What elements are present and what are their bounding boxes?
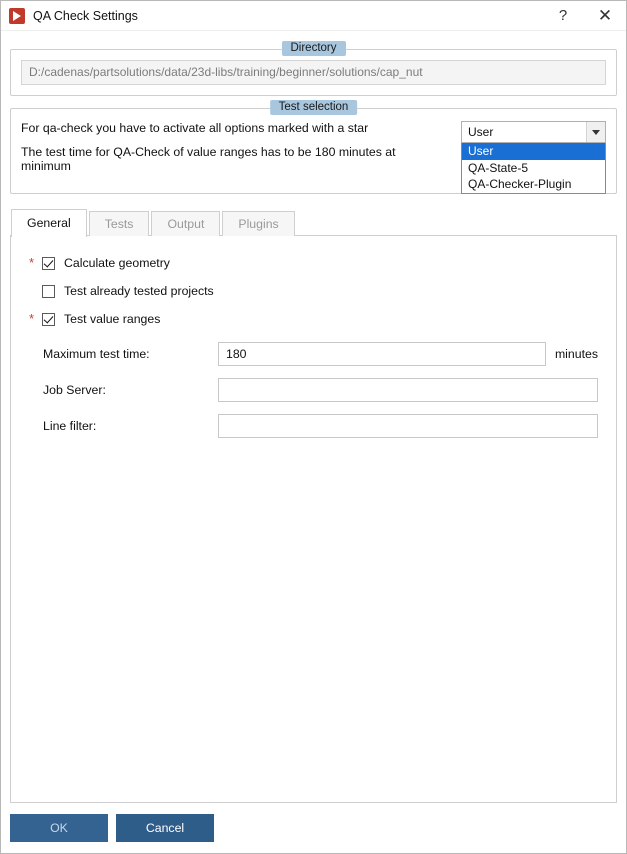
directory-group — [10, 42, 617, 96]
qa-mode-selected-value: User — [468, 125, 494, 139]
label-calculate-geometry: Calculate geometry — [64, 256, 170, 270]
ok-button[interactable]: OK — [10, 814, 108, 842]
dialog-body — [1, 31, 626, 803]
close-button[interactable]: ✕ — [597, 5, 613, 25]
dialog-footer — [1, 803, 626, 853]
input-job-server[interactable] — [218, 378, 598, 402]
app-logo-icon — [9, 8, 25, 24]
row-line-filter — [29, 414, 598, 438]
label-line-filter: Line filter: — [43, 419, 97, 433]
row-job-server — [29, 378, 598, 402]
test-selection-hint-1: For qa-check you have to activate all options marked with a star — [21, 121, 369, 135]
checkbox-test-already-tested-projects[interactable] — [42, 285, 55, 298]
label-job-server: Job Server: — [43, 383, 106, 397]
input-line-filter[interactable] — [218, 414, 598, 438]
required-star-calculate-geometry: * — [29, 255, 35, 270]
test-selection-group — [10, 101, 617, 194]
directory-group-title: Directory — [281, 41, 345, 56]
checkbox-calculate-geometry[interactable] — [42, 257, 55, 270]
input-maximum-test-time[interactable] — [218, 342, 546, 366]
required-star-test-value-ranges: * — [29, 311, 35, 326]
help-button[interactable]: ? — [558, 7, 568, 24]
test-selection-hint-2: The test time for QA-Check of value ranges has to be 180 minutes at minimum — [21, 145, 396, 173]
title-bar — [1, 1, 626, 31]
chevron-down-icon[interactable] — [586, 122, 605, 142]
row-test-value-ranges — [29, 308, 598, 330]
test-selection-group-title: Test selection — [270, 100, 358, 115]
row-calculate-geometry — [29, 252, 598, 274]
unit-minutes: minutes — [554, 347, 598, 361]
directory-path-field[interactable]: D:/cadenas/partsolutions/data/23d-libs/training/beginner/solutions/cap_nut — [21, 60, 606, 85]
qa-mode-combobox-field[interactable] — [461, 121, 606, 143]
cancel-button[interactable]: Cancel — [116, 814, 214, 842]
window-title: QA Check Settings — [33, 8, 138, 23]
row-test-already-tested-projects — [29, 280, 598, 302]
qa-mode-option-user[interactable]: User — [462, 143, 605, 160]
label-test-value-ranges: Test value ranges — [64, 312, 161, 326]
tab-bar — [10, 208, 617, 236]
tab-tests[interactable]: Tests — [89, 211, 150, 236]
checkbox-test-value-ranges[interactable] — [42, 313, 55, 326]
general-tab-panel — [10, 235, 617, 803]
qa-mode-option-qa-state-5[interactable]: QA-State-5 — [468, 160, 529, 175]
label-maximum-test-time: Maximum test time: — [43, 347, 150, 361]
qa-mode-combobox[interactable] — [461, 121, 606, 191]
tab-general[interactable]: General — [11, 209, 87, 237]
tab-plugins[interactable]: Plugins — [222, 211, 294, 236]
row-maximum-test-time — [29, 342, 598, 366]
tab-output[interactable]: Output — [151, 211, 220, 236]
qa-mode-dropdown-list[interactable] — [461, 143, 606, 194]
label-test-already-tested-projects: Test already tested projects — [64, 284, 214, 298]
qa-mode-option-qa-checker-plugin[interactable]: QA-Checker-Plugin — [468, 177, 572, 191]
